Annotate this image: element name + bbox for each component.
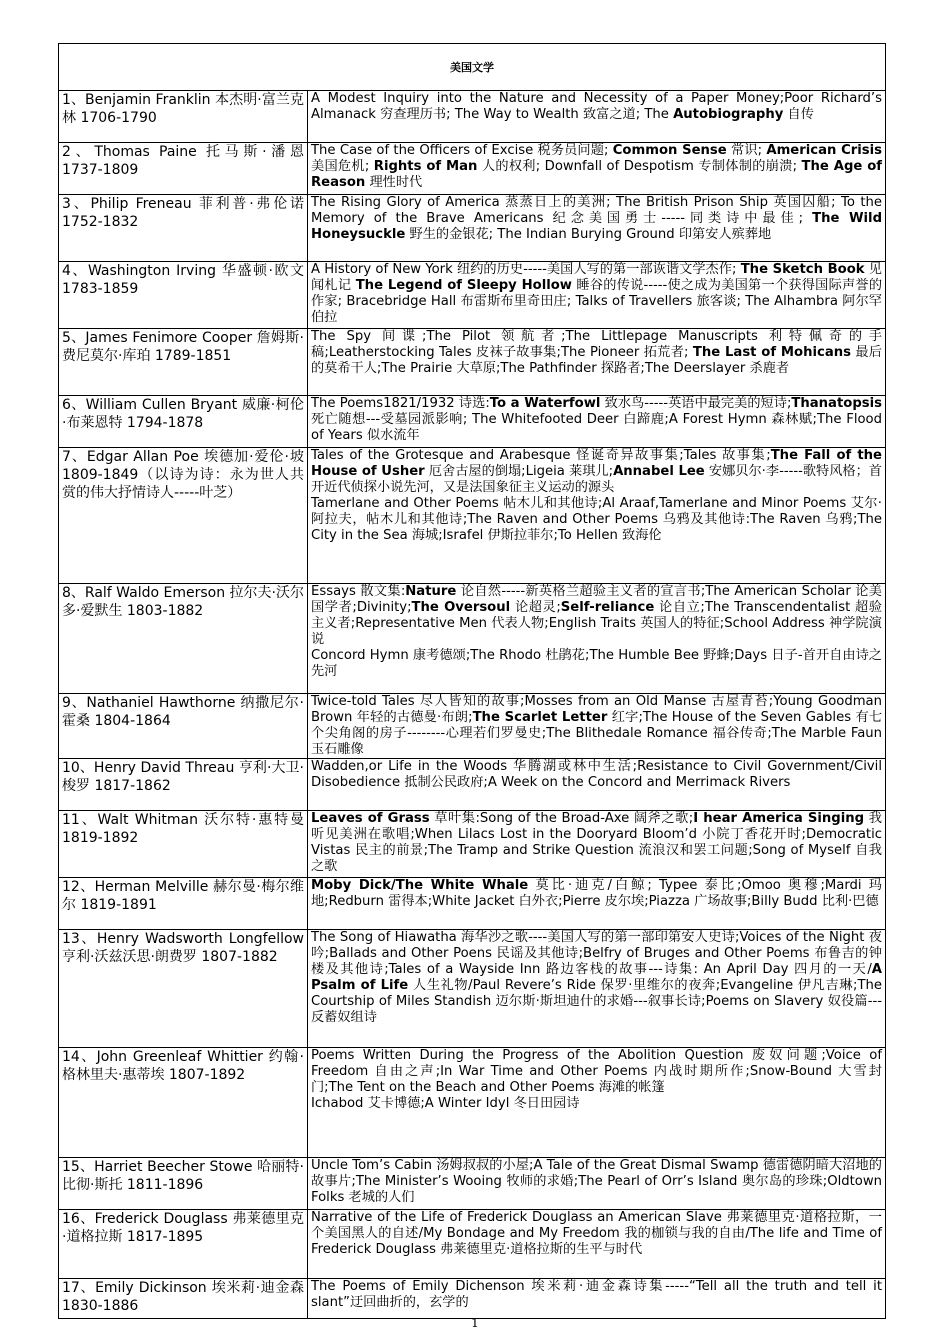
works-paragraph xyxy=(311,811,882,875)
works-paragraph xyxy=(311,195,882,243)
work-title-bold: The Legend of Sleepy Hollow xyxy=(355,278,572,293)
works-text: Uncle Tom’s Cabin 汤姆叔叔的小屋;A Tale of the Great Dismal Swamp 德雷德阴暗大沼地的故事片;The Minister’s Wooing 牧师的求婚;The Pearl of Orr’s Island 奥尔岛的珍珠;Oldtown Folks 老城的人们 xyxy=(311,1158,882,1205)
works-cell xyxy=(308,448,886,584)
table-row xyxy=(59,1048,886,1158)
table-row xyxy=(59,91,886,143)
author-cell: 3、Philip Freneau 菲利普·弗伦诺 1752-1832 xyxy=(59,195,308,262)
works-paragraph xyxy=(311,759,882,791)
works-text: 人生礼物/Paul Revere’s Ride 保罗·里维尔的夜奔;Evangeline 伊凡吉琳;The Courtship of Miles Standish 迈尔斯·斯坦迪什的求婚---叙事长诗;Poems on Slavery 奴役篇---反蓄奴组诗 xyxy=(311,978,882,1025)
work-title-bold: Autobiography xyxy=(673,107,784,122)
works-paragraph xyxy=(311,1048,882,1096)
works-cell xyxy=(308,1158,886,1210)
works-text: 理性时代 xyxy=(365,175,423,190)
works-paragraph xyxy=(311,1096,882,1112)
page-number: 1 xyxy=(471,1316,479,1330)
works-paragraph xyxy=(311,648,882,680)
table-row xyxy=(59,143,886,195)
works-cell xyxy=(308,91,886,143)
work-title-bold: American Crisis xyxy=(766,143,882,158)
work-title-bold: Rights of Man xyxy=(373,159,478,174)
work-title-bold: The Sketch Book xyxy=(740,262,865,277)
works-cell xyxy=(308,584,886,694)
author-cell: 15、Harriet Beecher Stowe 哈丽特·比彻·斯托 1811-1896 xyxy=(59,1158,308,1210)
author-cell: 13、Henry Wadsworth Longfellow 亨利·沃兹沃思·朗费罗 1807-1882 xyxy=(59,930,308,1048)
table-row xyxy=(59,262,886,329)
works-cell xyxy=(308,1279,886,1319)
works-paragraph xyxy=(311,1210,882,1258)
author-cell: 9、Nathaniel Hawthorne 纳撒尼尔·霍桑 1804-1864 xyxy=(59,694,308,759)
works-text: 论超灵; xyxy=(510,600,561,615)
works-text: The Spy 间谍;The Pilot 领航者;The Littlepage Manuscripts 利特佩奇的手稿;Leatherstocking Tales 皮袜子故事集;The Pioneer 拓荒者; xyxy=(311,329,882,360)
works-text: 死亡随想---受墓园派影响; The Whitefooted Deer 白蹄鹿;A Forest Hymn 森林赋;The Flood of Years 似水流年 xyxy=(311,412,882,443)
work-title-bold: The Last of Mohicans xyxy=(692,345,851,360)
work-title-bold: I hear America Singing xyxy=(693,811,865,826)
works-text: Twice-told Tales 尽人皆知的故事;Mosses from an Old Manse 古屋青苔;Young Goodman Brown 年轻的古德曼·布朗; xyxy=(311,694,882,725)
table-row xyxy=(59,195,886,262)
works-text: Narrative of the Life of Frederick Douglass an American Slave 弗莱德里克·道格拉斯，一个美国黑人的自述/My Bondage and My Freedom 我的枷锁与我的自由/The life and Time of Frederick Douglass 弗莱德里克·道格拉斯的生平与时代 xyxy=(311,1210,882,1257)
table-row xyxy=(59,930,886,1048)
work-title-bold: To a Waterfowl xyxy=(489,396,601,411)
works-cell xyxy=(308,694,886,759)
author-cell: 16、Frederick Douglass 弗莱德里克·道格拉斯 1817-1895 xyxy=(59,1210,308,1279)
table-row xyxy=(59,694,886,759)
works-text: The Poems of Emily Dichenson 埃米莉·迪金森诗集-----“Tell all the truth and tell it slant”迂回曲折的，玄学的 xyxy=(311,1279,882,1310)
literature-table xyxy=(58,43,886,1319)
table-header-row xyxy=(59,44,886,91)
works-text: The Rising Glory of America 蒸蒸日上的美洲; The British Prison Ship 英国囚船; To the Memory of the Brave Americans 纪念美国勇士-----同类诗中最佳; xyxy=(311,195,882,226)
works-text: 最后的莫希干人;The Prairie 大草原;The Pathfinder 探路者;The Deerslayer 杀鹿者 xyxy=(311,345,882,376)
work-title-bold: The Oversoul xyxy=(411,600,511,615)
table-row xyxy=(59,1158,886,1210)
works-text: 睡谷的传说-----使之成为美国第一个获得国际声誉的作家; Bracebridge Hall 布雷斯布里奇田庄; Talks of Travellers 旅客谈; The Alhambra 阿尔罕伯拉 xyxy=(311,278,883,325)
works-cell xyxy=(308,143,886,195)
works-paragraph xyxy=(311,930,882,1026)
table-row xyxy=(59,584,886,694)
works-text: 常识; xyxy=(726,143,767,158)
author-cell: 11、Walt Whitman 沃尔特·惠特曼 1819-1892 xyxy=(59,811,308,878)
works-text: Concord Hymn 康考德颂;The Rhodo 杜鹃花;The Humble Bee 野蜂;Days 日子-首开自由诗之先河 xyxy=(311,648,882,679)
work-title-bold: Nature xyxy=(405,584,457,599)
works-text: Wadden,or Life in the Woods 华腾湖或林中生活;Resistance to Civil Government/Civil Disobedience 抵制公民政府;A Week on the Concord and Merrimack Rivers xyxy=(311,759,882,790)
work-title-bold: A Psalm of Life xyxy=(311,962,882,993)
works-text: 安娜贝尔·李-----歌特风格；首开近代侦探小说先河，又是法国象征主义运动的源头 xyxy=(311,464,882,495)
works-paragraph xyxy=(311,496,882,544)
author-cell: 17、Emily Dickinson 埃米莉·迪金森 1830-1886 xyxy=(59,1279,308,1319)
works-text: The Case of the Officers of Excise 税务员问题; xyxy=(311,143,613,158)
table-row xyxy=(59,1279,886,1319)
table-row xyxy=(59,1210,886,1279)
work-title-bold: The Age of Reason xyxy=(311,159,883,190)
works-text: 野生的金银花; The Indian Burying Ground 印第安人殡葬地 xyxy=(405,227,772,242)
works-cell xyxy=(308,878,886,930)
author-cell: 6、William Cullen Bryant 威廉·柯伦·布莱恩特 1794-1878 xyxy=(59,396,308,448)
works-text: 红字;The House of the Seven Gables 有七个尖角阁的房子--------心理若们罗曼史;The Blithedale Romance 福谷传奇;The Marble Faun 玉石雕像 xyxy=(311,710,883,757)
works-text: 致水鸟-----英语中最完美的短诗; xyxy=(600,396,792,411)
table-title: 美国文学 xyxy=(59,44,886,91)
works-text: A Modest Inquiry into the Nature and Necessity of a Paper Money;Poor Richard’s Almanack 穷查理历书; The Way to Wealth 致富之道; The xyxy=(311,91,882,122)
works-text: 我听见美洲在歌唱;When Lilacs Lost in the Dooryard Bloom’d 小院丁香花开时;Democratic Vistas 民主的前景;The Tramp and Strike Question 流浪汉和罢工问题;Song of Myself 自我之歌 xyxy=(311,811,882,874)
works-paragraph xyxy=(311,91,882,123)
work-title-bold: The Fall of the House of Usher xyxy=(311,448,882,479)
work-title-bold: The Wild Honeysuckle xyxy=(311,211,883,242)
works-text: The Song of Hiawatha 海华沙之歌----美国人写的第一部印第安人史诗;Voices of the Night 夜吟;Ballads and Other Poens 民谣及其他诗;Belfry of Bruges and Other Poems 布鲁吉的钟楼及其他诗;Tales of a Wayside Inn 路边客栈的故事---诗集: An April Day 四月的一天/ xyxy=(311,930,882,977)
works-paragraph xyxy=(311,694,882,758)
author-cell: 1、Benjamin Franklin 本杰明·富兰克林 1706-1790 xyxy=(59,91,308,143)
works-paragraph xyxy=(311,1279,882,1311)
works-paragraph xyxy=(311,396,882,444)
work-title-bold: Annabel Lee xyxy=(613,464,705,479)
works-paragraph xyxy=(311,878,882,910)
work-title-bold: Thanatopsis xyxy=(791,396,882,411)
table-row xyxy=(59,878,886,930)
works-cell xyxy=(308,396,886,448)
works-cell xyxy=(308,329,886,396)
works-text: A History of New York 纽约的历史-----美国人写的第一部诙谐文学杰作; xyxy=(311,262,741,277)
works-text: 自传 xyxy=(783,107,814,122)
author-cell: 7、Edgar Allan Poe 埃德加·爱伦·坡 1809-1849（以诗为诗：永为世人共赏的伟大抒情诗人-----叶芝） xyxy=(59,448,308,584)
works-text: Tamerlane and Other Poems 帖木儿和其他诗;Al Araaf,Tamerlane and Minor Poems 艾尔·阿拉夫，帖木儿和其他诗;The Raven and Other Poems 乌鸦及其他诗:The Raven 乌鸦;The City in the Sea 海城;Israfel 伊斯拉菲尔;To Hellen 致海伦 xyxy=(311,496,882,543)
author-cell: 8、Ralf Waldo Emerson 拉尔夫·沃尔多·爱默生 1803-1882 xyxy=(59,584,308,694)
author-cell: 2、Thomas Paine 托马斯·潘恩 1737-1809 xyxy=(59,143,308,195)
table-row xyxy=(59,448,886,584)
table-row xyxy=(59,811,886,878)
works-text: 论自然-----新英格兰超验主义者的宣言书;The American Scholar 论美国学者;Divinity; xyxy=(311,584,882,615)
works-text: Poems Written During the Progress of the Abolition Question 废奴问题;Voice of Freedom 自由之声;In War Time and Other Poems 内战时期所作;Snow-Bound 大雪封门;The Tent on the Beach and Other Poems 海滩的帐篷 xyxy=(311,1048,882,1095)
author-cell: 14、John Greenleaf Whittier 约翰·格林里夫·惠蒂埃 1807-1892 xyxy=(59,1048,308,1158)
work-title-bold: Common Sense xyxy=(612,143,727,158)
works-paragraph xyxy=(311,1158,882,1206)
work-title-bold: The Scarlet Letter xyxy=(472,710,608,725)
work-title-bold: Leaves of Grass xyxy=(311,811,430,826)
works-text: Ichabod 艾卡博德;A Winter Idyl 冬日田园诗 xyxy=(311,1096,580,1111)
works-paragraph xyxy=(311,329,882,377)
works-cell xyxy=(308,195,886,262)
works-cell xyxy=(308,1048,886,1158)
works-paragraph xyxy=(311,584,882,648)
works-paragraph xyxy=(311,262,882,326)
works-text: 美国危机; xyxy=(311,159,374,174)
author-cell: 12、Herman Melville 赫尔曼·梅尔维尔 1819-1891 xyxy=(59,878,308,930)
works-paragraph xyxy=(311,143,882,191)
works-paragraph xyxy=(311,448,882,496)
author-cell: 5、James Fenimore Cooper 詹姆斯·费尼莫尔·库珀 1789-1851 xyxy=(59,329,308,396)
works-text: 见闻札记 xyxy=(311,262,882,293)
author-cell: 10、Henry David Threau 亨利·大卫·梭罗 1817-1862 xyxy=(59,759,308,811)
works-text: 草叶集:Song of the Broad-Axe 阔斧之歌; xyxy=(429,811,694,826)
works-cell xyxy=(308,262,886,329)
works-cell xyxy=(308,811,886,878)
table-row xyxy=(59,329,886,396)
works-text: 论自立;The Transcendentalist 超验主义者;Representative Men 代表人物;English Traits 英国人的特征;School Address 神学院演说 xyxy=(311,600,883,647)
table-row xyxy=(59,396,886,448)
works-text: Essays 散文集: xyxy=(311,584,406,599)
works-cell xyxy=(308,930,886,1048)
works-cell xyxy=(308,759,886,811)
works-text: The Poems1821/1932 诗选: xyxy=(311,396,490,411)
work-title-bold: Moby Dick/The White Whale xyxy=(311,878,529,893)
table-row xyxy=(59,759,886,811)
work-title-bold: Self-reliance xyxy=(560,600,655,615)
works-text: Tales of the Grotesque and Arabesque 怪诞奇异故事集;Tales 故事集; xyxy=(311,448,771,463)
works-text: 人的权利; Downfall of Despotism 专制体制的崩溃; xyxy=(477,159,802,174)
author-cell: 4、Washington Irving 华盛顿·欧文 1783-1859 xyxy=(59,262,308,329)
works-cell xyxy=(308,1210,886,1279)
works-text: 莫比·迪克/白鲸; Typee 泰比;Omoo 奥穆;Mardi 玛地;Redburn 雷得本;White Jacket 白外衣;Pierre 皮尔埃;Piazza 广场故事;Billy Budd 比利·巴德 xyxy=(311,878,882,909)
table-body xyxy=(59,91,886,1319)
works-text: 厄舍古屋的倒塌;Ligeia 莱琪儿; xyxy=(424,464,614,479)
